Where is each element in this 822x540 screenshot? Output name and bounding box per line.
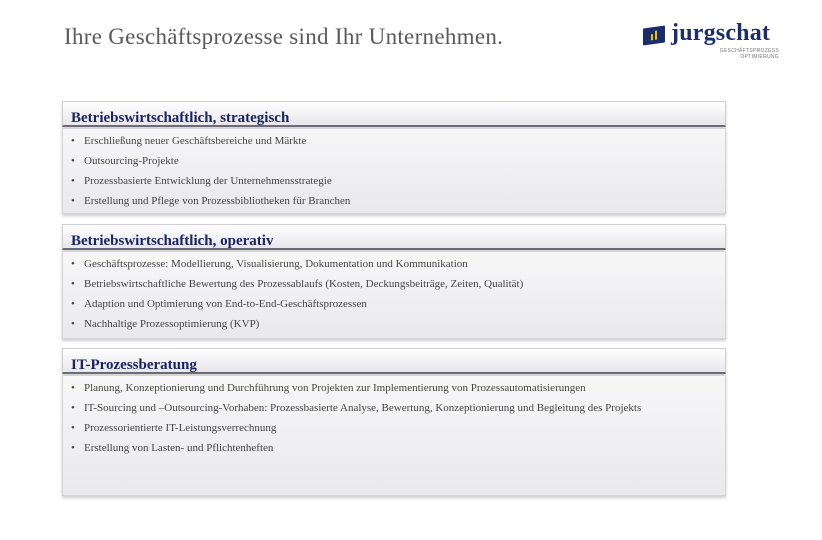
logo-tagline-line-1: GESCHÄFTSPROZESS (719, 48, 779, 54)
section-body (62, 375, 726, 496)
list-item: • IT-Sourcing und –Outsourcing-Vorhaben: Prozessbasierte Analyse, Bewertung, Konzeptionierung und Begleitung des Projekts (71, 401, 715, 415)
bullet-list (63, 252, 725, 331)
section-header (62, 348, 726, 374)
list-item: • Geschäftsprozesse: Modellierung, Visualisierung, Dokumentation und Kommunikation (71, 257, 715, 271)
company-logo (643, 20, 793, 64)
list-item: • Outsourcing-Projekte (71, 154, 715, 168)
section-title: IT-Prozessberatung (71, 357, 197, 373)
list-item: • Betriebswirtschaftliche Bewertung des Prozessablaufs (Kosten, Deckungsbeiträge, Zeiten, Qualität) (71, 277, 715, 291)
page-title: Ihre Geschäftsprozesse sind Ihr Unternehmen. (64, 24, 504, 49)
list-item: • Erschließung neuer Geschäftsbereiche und Märkte (71, 134, 715, 148)
logo-tagline-line-2: OPTIMIERUNG (740, 54, 779, 60)
bullet-list (63, 129, 725, 208)
logo-tagline (720, 48, 779, 60)
list-item: • Erstellung von Lasten- und Pflichtenheften (71, 441, 715, 455)
list-item: • Nachhaltige Prozessoptimierung (KVP) (71, 317, 715, 331)
section-header (62, 101, 726, 127)
section-title: Betriebswirtschaftlich, operativ (71, 233, 274, 249)
bullet-list (63, 376, 725, 455)
list-item: • Erstellung und Pflege von Prozessbibliotheken für Branchen (71, 194, 715, 208)
list-item: • Adaption und Optimierung von End-to-End-Geschäftsprozessen (71, 297, 715, 311)
list-item: • Prozessbasierte Entwicklung der Unternehmensstrategie (71, 174, 715, 188)
list-item: • Prozessorientierte IT-Leistungsverrechnung (71, 421, 715, 435)
section-title: Betriebswirtschaftlich, strategisch (71, 110, 290, 126)
bar-chart-flag-icon (643, 25, 665, 45)
section-body (62, 128, 726, 214)
logo-name: jurgschat (671, 20, 771, 46)
list-item: • Planung, Konzeptionierung und Durchführung von Projekten zur Implementierung von Prozessautomatisierungen (71, 381, 715, 395)
section-body (62, 251, 726, 339)
section-header (62, 224, 726, 250)
